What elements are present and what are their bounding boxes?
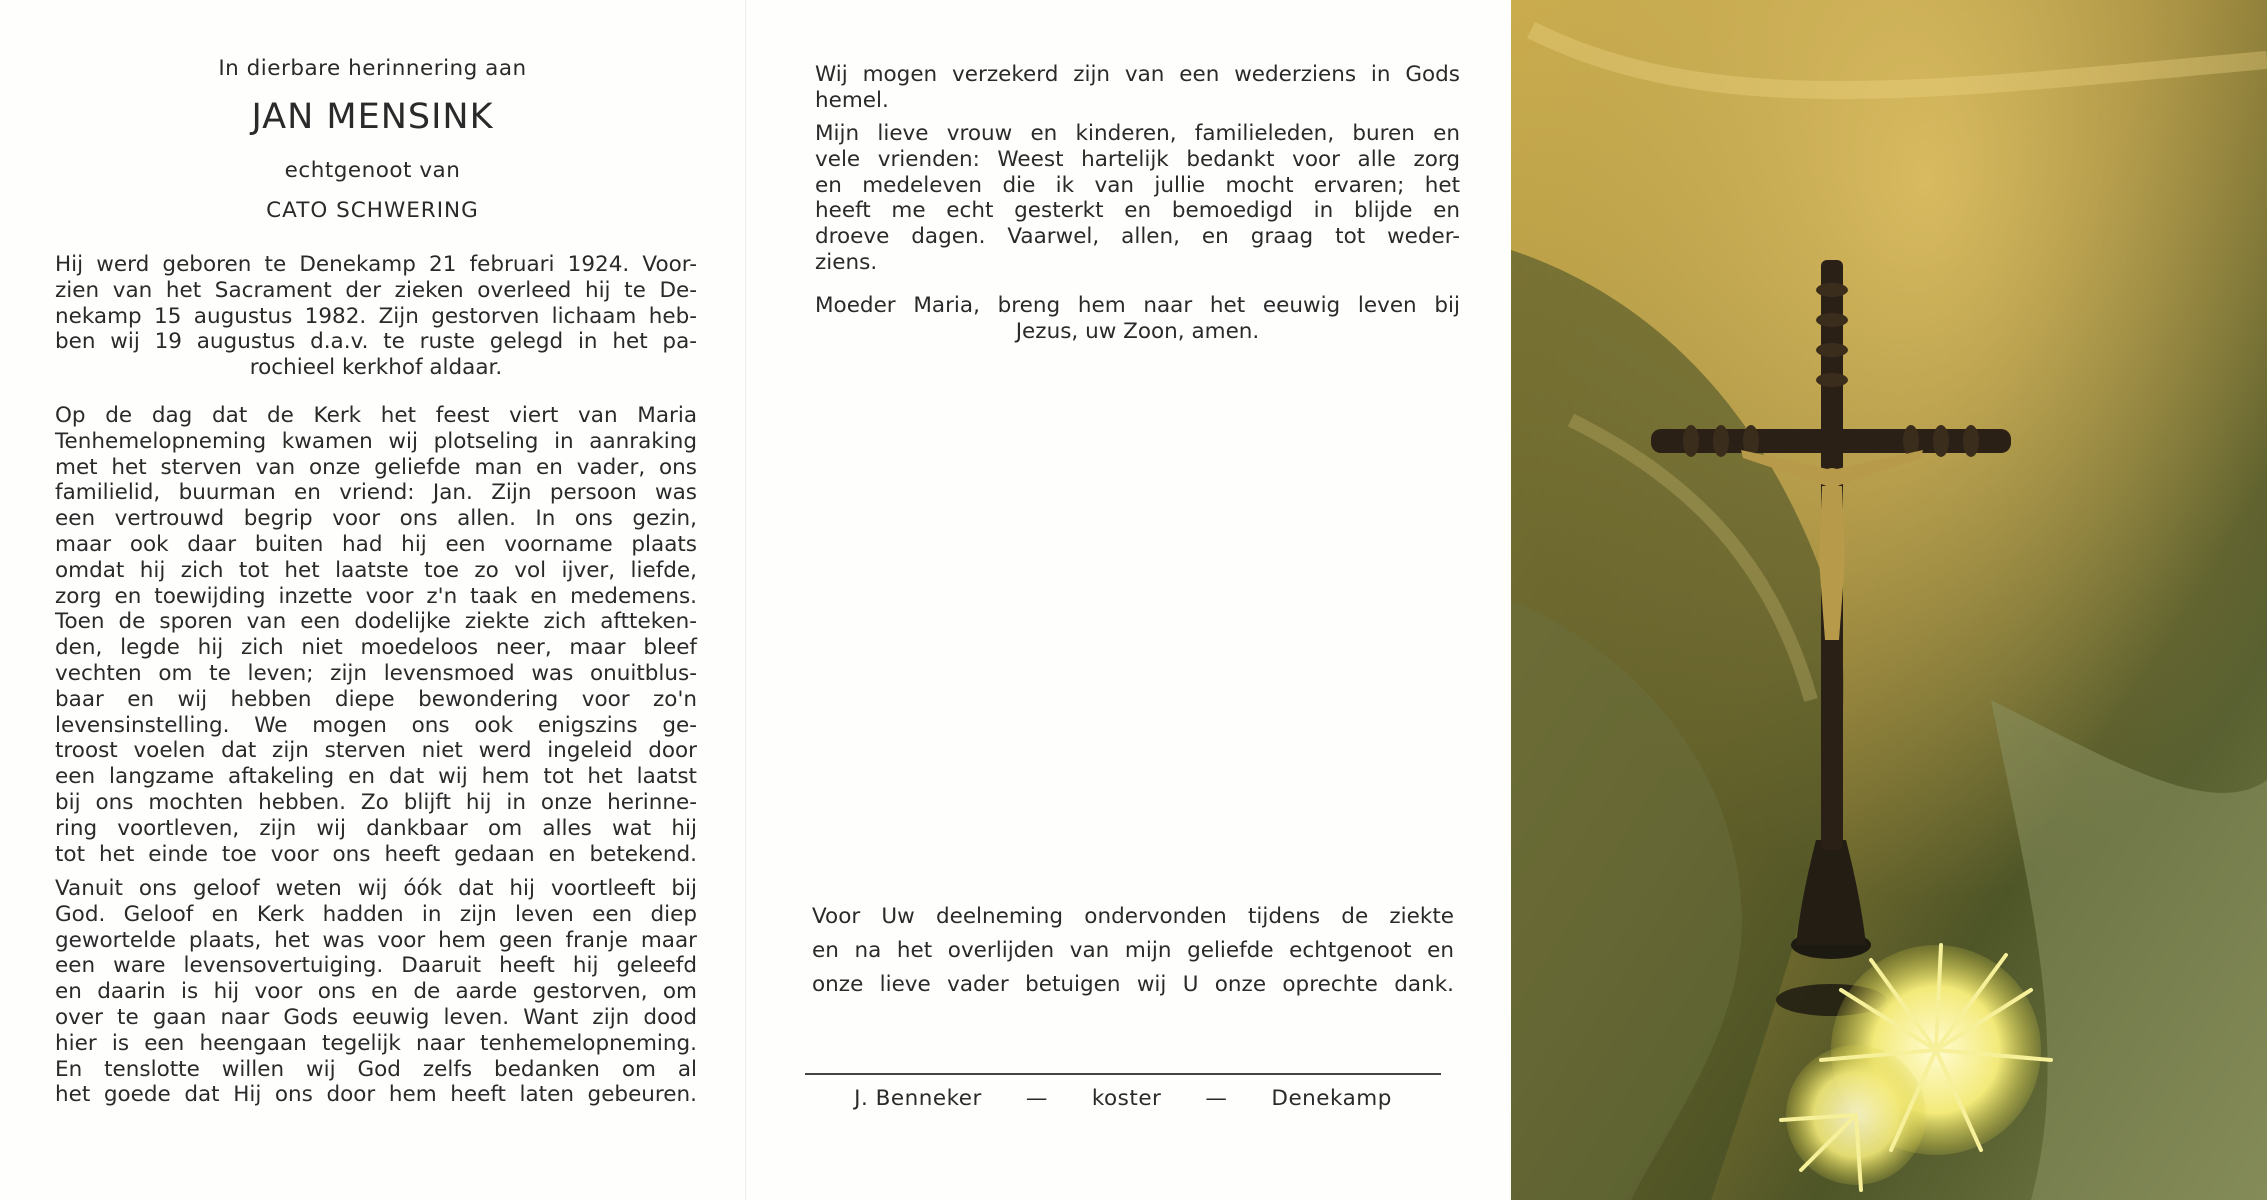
text-line: Wij mogen verzekerd zijn van een wederziens in Gods [815,62,1460,87]
text-line: en na het overlijden van mijn geliefde echtgenoot en [812,938,1454,963]
text-line: vele vrienden: Weest hartelijk bedankt voor alle zorg [815,146,1460,172]
text-line: nekamp 15 augustus 1982. Zijn gestorven lichaam heb- [55,303,697,329]
prayer-paragraph [815,293,1460,345]
text-line: een vertrouwd begrip voor ons allen. In ons gezin, [55,506,697,532]
text-line: onze lieve vader betuigen wij U onze oprechte dank. [812,972,1454,997]
text-line: zien van het Sacrament der zieken overleed hij te De- [55,277,697,303]
memorial-intro: In dierbare herinnering aan [218,56,527,81]
deceased-name: JAN MENSINK [251,97,494,137]
divider [805,1073,1441,1075]
text-line: ben wij 19 augustus d.a.v. te ruste gelegd in het pa- [55,329,697,355]
text-line: over te gaan naar Gods eeuwig leven. Want zijn dood [55,1004,697,1030]
text-line: baar en wij hebben diepe bewondering voor zo'n [55,686,697,712]
text-line: Hij werd geboren te Denekamp 21 februari 1924. Voor- [55,252,697,277]
text-line: hemel. [815,87,889,113]
text-line: levensinstelling. We mogen ons ook enigszins ge- [55,712,697,738]
text-line: Tenhemelopneming kwamen wij plotseling in aanraking [55,428,697,454]
printer-credit [805,1086,1441,1111]
left-page [0,0,746,1200]
spouse-intro: echtgenoot van [284,158,461,183]
text-line: vechten om te leven; zijn levensmoed was onuitblus- [55,660,697,686]
text-line: bij ons mochten hebben. Zo blijft hij in onze herinne- [55,789,697,815]
thanks-paragraph [815,121,1460,276]
text-line: Vanuit ons geloof weten wij óók dat hij voortleeft bij [55,876,697,901]
text-line: familielid, buurman en vriend: Jan. Zijn persoon was [55,480,697,506]
crucifix-photo [1511,0,2267,1200]
text-line: droeve dagen. Vaarwel, allen, en graag tot weder- [815,224,1460,250]
text-line: het goede dat Hij ons door hem heeft laten gebeuren. [55,1082,697,1108]
printer-place: Denekamp [1271,1086,1392,1111]
text-line: Voor Uw deelneming ondervonden tijdens de ziekte [812,904,1454,929]
dash-separator: — [1205,1086,1228,1111]
text-line: en medeleven die ik van jullie mocht ervaren; het [815,172,1460,198]
text-line: een ware levensovertuiging. Daaruit heeft hij geleefd [55,953,697,979]
spouse-name: CATO SCHWERING [266,198,479,223]
text-line: met het sterven van onze geliefde man en vader, ons [55,454,697,480]
text-line: ring voortleven, zijn wij dankbaar om alles wat hij [55,815,697,841]
text-line: Moeder Maria, breng hem naar het eeuwig leven bij [815,293,1460,318]
printer-name: J. Benneker [854,1086,982,1111]
text-line: een langzame aftakeling en dat wij hem tot het laatst [55,764,697,790]
text-line: God. Geloof en Kerk hadden in zijn leven een diep [55,901,697,927]
text-line: maar ook daar buiten had hij een voorname plaats [55,531,697,557]
text-line: gewortelde plaats, het was voor hem geen franje maar [55,927,697,953]
crucifix-crossbar [1651,429,2011,453]
text-line: troost voelen dat zijn sterven niet werd ingeleid door [55,738,697,764]
text-line: Toen de sporen van een dodelijke ziekte zich aftteken- [55,609,697,635]
gratitude-paragraph [812,900,1454,1002]
text-line: zorg en toewijding inzette voor z'n taak en medemens. [55,583,697,609]
text-line: heeft me echt gesterkt en bemoedigd in blijde en [815,198,1460,224]
tribute-paragraph [55,403,697,867]
crucifix-photo-illustration [1511,0,2267,1200]
text-line: hier is een heengaan tegelijk naar tenhemelopneming. [55,1030,697,1056]
text-line: rochieel kerkhof aldaar. [249,355,503,381]
faith-paragraph [55,876,697,1108]
text-line: omdat hij zich tot het laatste toe zo vol ijver, liefde, [55,557,697,583]
text-line: En tenslotte willen wij God zelfs bedanken om al [55,1056,697,1082]
text-line: Mijn lieve vrouw en kinderen, familieleden, buren en [815,121,1460,146]
life-facts-paragraph [55,252,697,381]
text-line: Op de dag dat de Kerk het feest viert van Maria [55,403,697,428]
text-line: den, legde hij zich niet moedeloos neer, maar bleef [55,635,697,661]
text-line: en daarin is hij voor ons en de aarde gestorven, om [55,979,697,1005]
printer-role: koster [1091,1086,1162,1111]
text-line: Jezus, uw Zoon, amen. [1015,318,1260,344]
text-line: ziens. [815,249,878,275]
dash-separator: — [1025,1086,1048,1111]
reunion-paragraph [815,62,1460,114]
text-line: tot het einde toe voor ons heeft gedaan en betekend. [55,841,697,867]
